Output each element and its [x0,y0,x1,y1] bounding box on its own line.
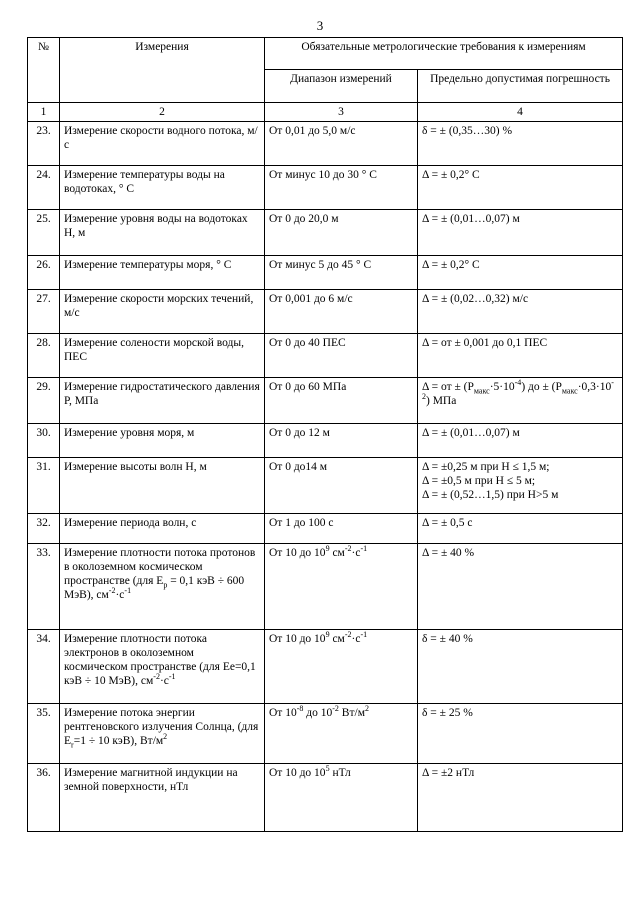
column-number-2: 2 [60,103,265,122]
table-row [28,256,623,290]
header-measurements: Измерения [60,38,265,103]
permissible-error: δ = ± 25 % [418,704,623,764]
table-row [28,166,623,210]
measurement-range: От 0 до 12 м [265,424,418,458]
permissible-error: Δ = от ± $(Р_{макс}\cdot 5\cdot 10^{-4})$ до ± $(Р_{макс}\cdot 0,3\cdot 10^{-2})$ МПа [418,378,623,424]
table-row [28,458,623,514]
row-number: 35. [28,704,60,764]
measurement-name: Измерение потока энергии рентгеновского излучения Солнца, (для $Е_r=1 \div 10$ кэВ), $Вт/м^2$ [60,704,265,764]
column-number-3: 3 [265,103,418,122]
measurement-range: От $10^{-8}$ до $10^{-2}$ $Вт/м^2$ [265,704,418,764]
permissible-error: Δ = ± (0,01…0,07) м [418,210,623,256]
permissible-error: Δ = ±0,25 м при H ≤ 1,5 м; Δ = ±0,5 м при H ≤ 5 м; Δ = ± (0,52…1,5) при H>5 м [418,458,623,514]
measurement-name: Измерение температуры моря, ° С [60,256,265,290]
measurement-range: От 0 до 20,0 м [265,210,418,256]
row-number: 32. [28,514,60,544]
table-row [28,378,623,424]
measurement-name: Измерение температуры воды на водотоках, ° С [60,166,265,210]
measurement-name: Измерение плотности потока электронов в околоземном космическом пространстве (для Ее=0,1 кэВ ÷ 10 МэВ), $см^{-2}\cdot с^{-1}$ [60,630,265,704]
row-number: 28. [28,334,60,378]
permissible-error: Δ = от ± 0,001 до 0,1 ПЕС [418,334,623,378]
permissible-error: Δ = ±2 нТл [418,764,623,832]
permissible-error: Δ = ± (0,01…0,07) м [418,424,623,458]
table-row [28,290,623,334]
header-requirements: Обязательные метрологические требования к измерениям [265,38,623,70]
measurement-name: Измерение гидростатического давления Р, МПа [60,378,265,424]
table-row [28,630,623,704]
column-number-4: 4 [418,103,623,122]
table-row [28,334,623,378]
measurement-range: От 0 до 60 МПа [265,378,418,424]
table-row [28,210,623,256]
table-row [28,544,623,630]
measurement-name: Измерение магнитной индукции на земной поверхности, нТл [60,764,265,832]
measurement-range: От 1 до 100 с [265,514,418,544]
column-number-1: 1 [28,103,60,122]
measurement-range: От 0,01 до 5,0 м/с [265,122,418,166]
permissible-error: Δ = ± (0,02…0,32) м/с [418,290,623,334]
header-no: № [28,38,60,103]
measurement-name: Измерение периода волн, с [60,514,265,544]
row-number: 36. [28,764,60,832]
table-row [28,514,623,544]
measurement-range: От 10 до $10^5$ нТл [265,764,418,832]
permissible-error: Δ = ± 0,2° С [418,256,623,290]
row-number: 27. [28,290,60,334]
row-number: 24. [28,166,60,210]
measurement-name: Измерение солености морской воды, ПЕС [60,334,265,378]
page-number: 3 [316,18,324,33]
permissible-error: Δ = ± 0,5 с [418,514,623,544]
permissible-error: Δ = ± 0,2° С [418,166,623,210]
measurement-range: От 10 до $10^9$ $см^{-2}\cdot с^{-1}$ [265,630,418,704]
header-error: Предельно допустимая погрешность [418,70,623,103]
permissible-error: δ = ± 40 % [418,630,623,704]
measurement-name: Измерение высоты волн Н, м [60,458,265,514]
measurement-range: От 0 до14 м [265,458,418,514]
row-number: 31. [28,458,60,514]
row-number: 26. [28,256,60,290]
row-number: 25. [28,210,60,256]
table-row [28,704,623,764]
measurement-range: От 10 до $10^9$ $см^{-2}\cdot с^{-1}$ [265,544,418,630]
measurement-range: От минус 10 до 30 ° С [265,166,418,210]
measurement-range: От минус 5 до 45 ° С [265,256,418,290]
measurement-name: Измерение уровня моря, м [60,424,265,458]
measurement-range: От 0 до 40 ПЕС [265,334,418,378]
permissible-error: δ = ± (0,35…30) % [418,122,623,166]
permissible-error: Δ = ± 40 % [418,544,623,630]
row-number: 33. [28,544,60,630]
requirements-table [27,37,623,832]
table-row [28,764,623,832]
row-number: 34. [28,630,60,704]
measurement-name: Измерение скорости водного потока, м/с [60,122,265,166]
row-number: 29. [28,378,60,424]
measurement-name: Измерение плотности потока протонов в околоземном космическом пространстве (для $Е_р = 0,1$ кэВ ÷ 600 МэВ), $см^{-2}\cdot с^{-1}$ [60,544,265,630]
row-number: 23. [28,122,60,166]
measurement-name: Измерение скорости морских течений, м/с [60,290,265,334]
measurement-name: Измерение уровня воды на водотоках Н, м [60,210,265,256]
measurement-range: От 0,001 до 6 м/с [265,290,418,334]
row-number: 30. [28,424,60,458]
header-range: Диапазон измерений [265,70,418,103]
table-row [28,122,623,166]
table-row [28,424,623,458]
